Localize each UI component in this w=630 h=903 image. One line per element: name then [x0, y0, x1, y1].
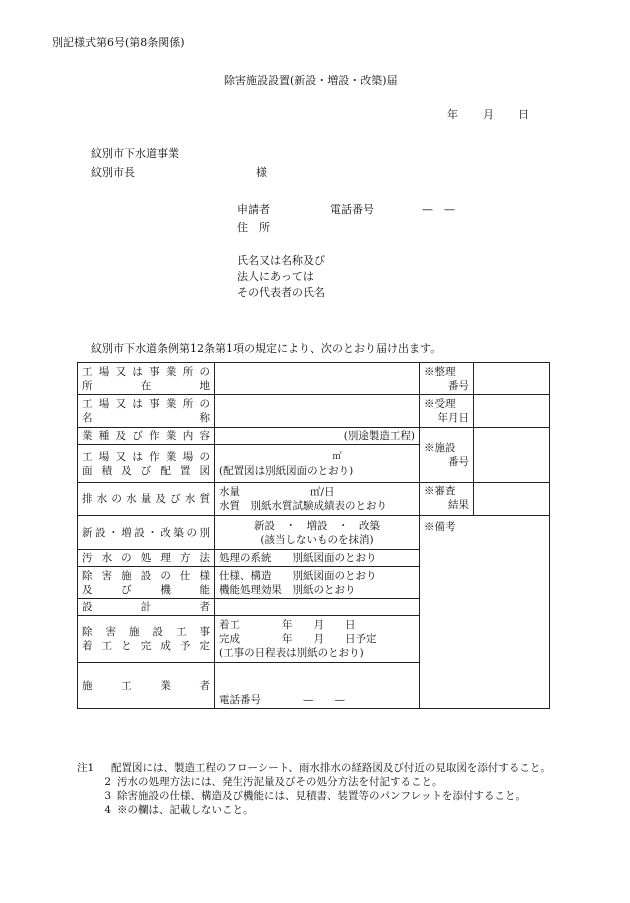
remarks-cell [420, 516, 550, 709]
input-designer[interactable] [215, 599, 420, 616]
label-spec: 除害施設の仕様 及 び 機 能 [78, 567, 215, 599]
label-water: 排水の水量及び水質 [78, 483, 215, 516]
row-industry [78, 428, 550, 445]
input-type[interactable]: 新設 ・ 増設 ・ 改築 (該当しないものを抹消) [215, 516, 420, 550]
input-industry[interactable]: (別途製造工程) [215, 428, 420, 445]
applicant-phone-label: 電話番号 [330, 203, 374, 216]
input-company-name[interactable] [215, 395, 420, 428]
input-water[interactable]: 水量 ㎥/日 水質 別紙水質試験成績表のとおり [215, 483, 420, 516]
applicant-label: 申請者 [237, 203, 270, 216]
note-item: 4 ※の欄は、記載しないこと。 [104, 804, 254, 816]
label-location: 工場又は事業所の 所 在 地 [78, 363, 215, 395]
label-type: 新設・増設・改築の別 [78, 516, 215, 550]
applicant-address-label: 住 所 [237, 221, 270, 234]
label-company-name: 工場又は事業所の 名 称 [78, 395, 215, 428]
label-remarks: ※備考 [424, 521, 456, 533]
row-company-name [78, 395, 550, 428]
note-item: 2 汚水の処理方法には、発生汚泥量及びその処分方法を付記すること。 [104, 776, 443, 788]
applicant-phone-value: — — [422, 203, 455, 216]
label-contractor: 施 工 業 者 [78, 663, 215, 709]
applicant-name-line2: 法人にあっては [237, 270, 314, 283]
form-number: 別記様式第6号(第8条関係) [52, 36, 185, 49]
statement: 紋別市下水道条例第12条第1項の規定により、次のとおり届け出ます。 [91, 342, 442, 355]
date-year: 年 [447, 108, 458, 121]
input-treatment[interactable]: 処理の系統 別紙図面のとおり [215, 550, 420, 567]
label-treatment: 汚水の処理方法 [78, 550, 215, 567]
input-spec[interactable]: 仕様、構造 別紙図面のとおり 機能処理効果 別紙のとおり [215, 567, 420, 599]
input-schedule[interactable]: 着工 年 月 日 完成 年 月 日予定 (工事の日程表は別紙のとおり) [215, 616, 420, 663]
date-month: 月 [483, 108, 494, 121]
input-ref-number [474, 363, 550, 395]
label-ref-number: ※整理 番号 [420, 363, 474, 395]
addressee-honorific: 様 [256, 166, 267, 179]
label-industry: 業種及び作業内容 [78, 428, 215, 445]
form-title: 除害施設設置(新設・増設・改築)届 [224, 74, 398, 87]
applicant-name-line1: 氏名又は名称及び [237, 254, 325, 267]
input-contractor[interactable]: 電話番号 — — [215, 663, 420, 709]
addressee-line2: 紋別市長 [91, 166, 135, 179]
input-received-date [474, 395, 550, 428]
label-schedule: 除害施設工事 着工と完成予定 [78, 616, 215, 663]
label-facility-number: ※施設 番号 [420, 428, 474, 483]
row-type [78, 516, 550, 550]
label-review-result: ※審査 結果 [420, 483, 474, 516]
addressee-line1: 紋別市下水道事業 [91, 147, 179, 160]
row-water [78, 483, 550, 516]
application-table [77, 362, 550, 709]
date-day: 日 [518, 108, 529, 121]
label-received-date: ※受理 年月日 [420, 395, 474, 428]
note-item: 注1 配置図には、製造工程のフローシート、雨水排水の経路図及び付近の見取図を添付すること。 [77, 762, 551, 774]
input-area[interactable]: ㎡ (配置図は別紙図面のとおり) [215, 445, 420, 483]
input-facility-number [474, 428, 550, 483]
label-designer: 設 計 者 [78, 599, 215, 616]
note-item: 3 除害施設の仕様、構造及び機能には、見積書、装置等のパンフレットを添付すること。 [104, 790, 526, 802]
input-review-result [474, 483, 550, 516]
applicant-name-line3: その代表者の氏名 [237, 286, 325, 299]
label-area: 工場又は作業場の 面積及び配置図 [78, 445, 215, 483]
input-location[interactable] [215, 363, 420, 395]
row-location [78, 363, 550, 395]
notes [77, 761, 557, 817]
